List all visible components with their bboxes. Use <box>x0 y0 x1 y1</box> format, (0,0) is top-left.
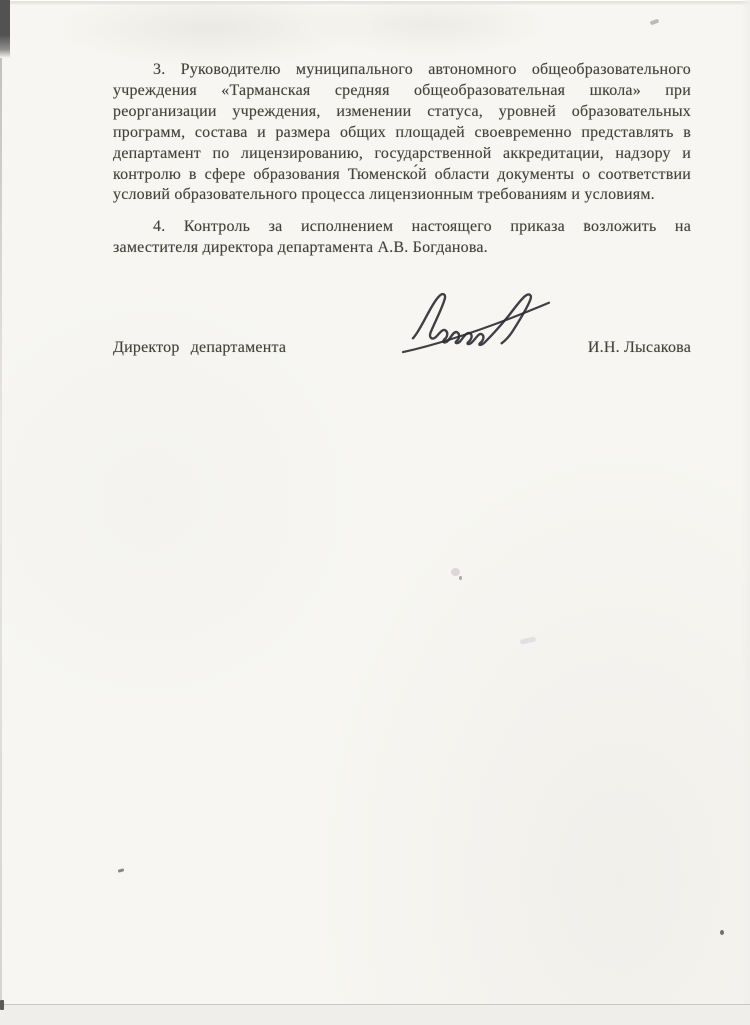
scan-edge-right <box>741 0 750 1024</box>
text-line: департамент по лицензированию, государственной аккредитации, надзору и <box>113 144 691 162</box>
scan-edge-left-dark-strip <box>0 0 10 58</box>
text-line: заместителя директора департамента А.В. Богданова. <box>113 239 488 257</box>
signature-name: И.Н. Лысакова <box>587 339 691 357</box>
scan-nick-bottom-left <box>0 1000 4 1010</box>
scan-edge-bottom <box>0 1004 750 1025</box>
text-line: 3. Руководителю муниципального автономного общеобразовательного <box>153 61 691 78</box>
handwritten-signature-ink <box>399 287 557 358</box>
text-line: условий образовательного процесса лицензионным требованиям и условиям. <box>113 186 655 204</box>
text-line: контролю в сфере образования Тюменско́й области документы о соответствии <box>113 165 691 183</box>
text-line: 4. Контроль за исполнением настоящего приказа возложить на <box>153 218 691 236</box>
scan-speck <box>650 19 660 26</box>
scan-edge-top <box>0 0 750 5</box>
scan-edge-left-line <box>0 58 2 1004</box>
scan-speck <box>520 636 537 644</box>
scan-speck <box>451 568 460 576</box>
text-line: программ, состава и размера общих площадей своевременно представлять в <box>113 123 691 141</box>
paragraph-item-4 <box>113 217 691 259</box>
scan-speck <box>118 868 125 872</box>
signature-icon <box>399 287 557 358</box>
text-line: реорганизации учреждения, изменении статуса, уровней образовательных <box>113 102 691 120</box>
paragraph-item-3 <box>113 60 691 206</box>
text-line: учреждения «Тарманская средняя общеобразовательная школа» при <box>113 81 691 99</box>
signature-title: Директор департамента <box>113 339 287 357</box>
scan-speck <box>720 930 724 935</box>
scan-speck <box>459 576 462 580</box>
